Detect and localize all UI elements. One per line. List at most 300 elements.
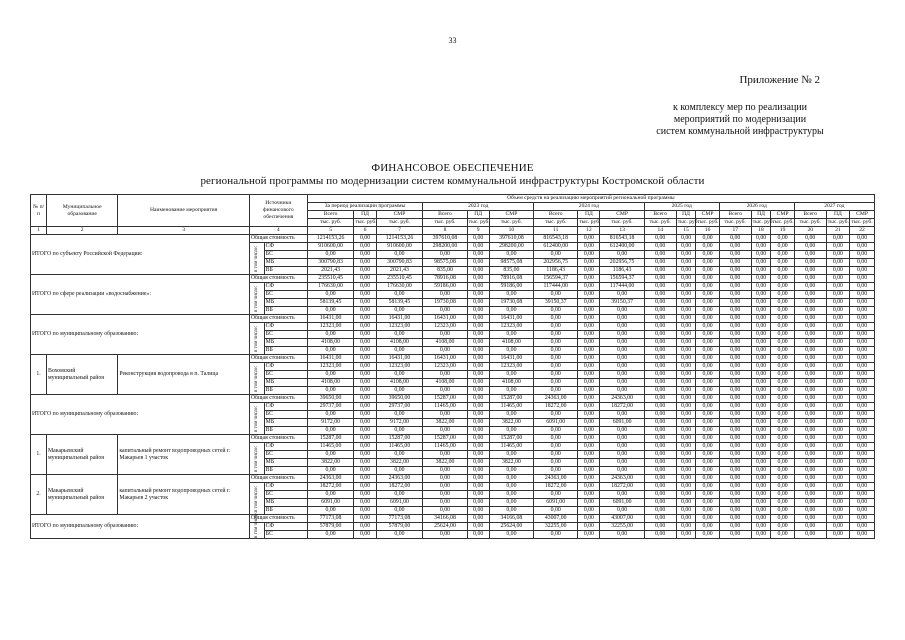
source-type: ВБ <box>264 307 307 315</box>
header-unit: тыс. руб. <box>376 219 423 227</box>
amount-cell: 0,00 <box>751 435 771 443</box>
amount-cell: 0,00 <box>354 323 376 331</box>
amount-cell: 0,00 <box>850 323 875 331</box>
amount-cell: 0,00 <box>467 235 489 243</box>
amount-cell: 0,00 <box>423 531 467 539</box>
amount-cell: 0,00 <box>578 339 600 347</box>
amount-cell: 0,00 <box>771 483 794 491</box>
amount-cell: 0,00 <box>307 531 354 539</box>
amount-cell: 0,00 <box>826 451 849 459</box>
amount-cell: 18272,00 <box>376 483 423 491</box>
amount-cell: 0,00 <box>489 371 533 379</box>
source-total: Общая стоимость <box>249 275 307 283</box>
amount-cell: 0,00 <box>771 267 794 275</box>
amount-cell: 0,00 <box>850 491 875 499</box>
amount-cell: 0,00 <box>467 475 489 483</box>
amount-cell: 0,00 <box>751 459 771 467</box>
amount-cell: 0,00 <box>676 531 696 539</box>
amount-cell: 0,00 <box>850 395 875 403</box>
source-total: Общая стоимость <box>249 435 307 443</box>
amount-cell: 39150,37 <box>600 299 644 307</box>
amount-cell: 0,00 <box>719 299 751 307</box>
amount-cell: 0,00 <box>676 235 696 243</box>
amount-cell: 0,00 <box>794 395 826 403</box>
header-col-number: 11 <box>534 227 578 235</box>
amount-cell: 0,00 <box>676 339 696 347</box>
amount-cell: 0,00 <box>850 499 875 507</box>
amount-cell: 0,00 <box>794 291 826 299</box>
amount-cell: 0,00 <box>751 491 771 499</box>
header-col-number: 13 <box>600 227 644 235</box>
amount-cell: 0,00 <box>307 307 354 315</box>
amount-cell: 0,00 <box>751 355 771 363</box>
amount-cell: 0,00 <box>850 475 875 483</box>
amount-cell: 43007,00 <box>534 515 578 523</box>
amount-cell: 24363,00 <box>534 475 578 483</box>
amount-cell: 58139,45 <box>307 299 354 307</box>
in-that-number-label: в том числе: <box>249 403 264 435</box>
header-col-number: 16 <box>696 227 719 235</box>
amount-cell: 0,00 <box>354 363 376 371</box>
amount-cell: 0,00 <box>771 315 794 323</box>
source-type: ВБ <box>264 467 307 475</box>
amount-cell: 4108,00 <box>307 379 354 387</box>
header-period: 2023 год <box>423 203 534 211</box>
amount-cell: 0,00 <box>719 355 751 363</box>
table-row <box>31 275 875 283</box>
amount-cell: 0,00 <box>826 499 849 507</box>
amount-cell: 0,00 <box>354 499 376 507</box>
amount-cell: 0,00 <box>719 491 751 499</box>
amount-cell: 11465,00 <box>376 443 423 451</box>
amount-cell: 15287,00 <box>307 435 354 443</box>
amount-cell: 0,00 <box>771 403 794 411</box>
amount-cell: 0,00 <box>423 307 467 315</box>
amount-cell: 0,00 <box>794 315 826 323</box>
source-type: МБ <box>264 299 307 307</box>
amount-cell: 0,00 <box>771 259 794 267</box>
amount-cell: 0,00 <box>696 427 719 435</box>
amount-cell: 0,00 <box>676 523 696 531</box>
amount-cell: 4108,00 <box>376 339 423 347</box>
amount-cell: 0,00 <box>534 443 578 451</box>
amount-cell: 0,00 <box>794 419 826 427</box>
amount-cell: 0,00 <box>354 331 376 339</box>
amount-cell: 0,00 <box>771 339 794 347</box>
amount-cell: 0,00 <box>719 259 751 267</box>
amount-cell: 0,00 <box>719 435 751 443</box>
amount-cell: 0,00 <box>771 379 794 387</box>
in-that-number-label: в том числе: <box>249 443 264 475</box>
source-type: ВБ <box>264 387 307 395</box>
header-col-number: 14 <box>644 227 676 235</box>
amount-cell: 0,00 <box>696 531 719 539</box>
header-sub: Всего <box>423 211 467 219</box>
amount-cell: 0,00 <box>751 427 771 435</box>
amount-cell: 0,00 <box>696 379 719 387</box>
amount-cell: 0,00 <box>467 339 489 347</box>
amount-cell: 0,00 <box>771 251 794 259</box>
amount-cell: 0,00 <box>644 283 676 291</box>
amount-cell: 0,00 <box>354 435 376 443</box>
amount-cell: 0,00 <box>578 427 600 435</box>
amount-cell: 0,00 <box>826 283 849 291</box>
amount-cell: 0,00 <box>354 283 376 291</box>
amount-cell: 0,00 <box>751 235 771 243</box>
amount-cell: 0,00 <box>467 307 489 315</box>
amount-cell: 0,00 <box>771 435 794 443</box>
amount-cell: 0,00 <box>534 307 578 315</box>
amount-cell: 0,00 <box>578 515 600 523</box>
amount-cell: 16431,00 <box>376 355 423 363</box>
amount-cell: 0,00 <box>578 355 600 363</box>
amount-cell: 0,00 <box>578 307 600 315</box>
amount-cell: 0,00 <box>771 235 794 243</box>
amount-cell: 0,00 <box>354 443 376 451</box>
amount-cell: 0,00 <box>423 291 467 299</box>
amount-cell: 0,00 <box>644 531 676 539</box>
amount-cell: 0,00 <box>794 427 826 435</box>
header-sub: ПД <box>826 211 849 219</box>
amount-cell: 0,00 <box>644 331 676 339</box>
amount-cell: 0,00 <box>771 507 794 515</box>
in-that-number-label: в том числе: <box>249 323 264 355</box>
amount-cell: 0,00 <box>696 499 719 507</box>
amount-cell: 0,00 <box>376 467 423 475</box>
amount-cell: 12323,00 <box>307 323 354 331</box>
amount-cell: 0,00 <box>600 339 644 347</box>
amount-cell: 0,00 <box>578 475 600 483</box>
amount-cell: 12323,00 <box>489 323 533 331</box>
amount-cell: 0,00 <box>600 387 644 395</box>
amount-cell: 0,00 <box>676 251 696 259</box>
amount-cell: 0,00 <box>376 507 423 515</box>
amount-cell: 57879,00 <box>376 523 423 531</box>
amount-cell: 12323,00 <box>489 363 533 371</box>
amount-cell: 0,00 <box>467 371 489 379</box>
amount-cell: 0,00 <box>578 451 600 459</box>
amount-cell: 0,00 <box>771 443 794 451</box>
amount-cell: 0,00 <box>489 475 533 483</box>
amount-cell: 0,00 <box>794 403 826 411</box>
amount-cell: 29737,00 <box>376 403 423 411</box>
amount-cell: 0,00 <box>794 339 826 347</box>
source-type: СФ <box>264 363 307 371</box>
amount-cell: 0,00 <box>578 379 600 387</box>
amount-cell: 0,00 <box>676 243 696 251</box>
amount-cell: 11465,00 <box>489 403 533 411</box>
amount-cell: 0,00 <box>423 411 467 419</box>
header-unit: тыс. руб. <box>579 219 601 225</box>
amount-cell: 0,00 <box>696 523 719 531</box>
header-col-number: 20 <box>794 227 826 235</box>
amount-cell: 0,00 <box>771 387 794 395</box>
amount-cell: 0,00 <box>696 307 719 315</box>
source-type: БС <box>264 451 307 459</box>
amount-cell: 0,00 <box>719 531 751 539</box>
amount-cell: 0,00 <box>578 459 600 467</box>
amount-cell: 24363,00 <box>600 475 644 483</box>
amount-cell: 0,00 <box>794 499 826 507</box>
amount-cell: 0,00 <box>578 435 600 443</box>
source-type: БС <box>264 331 307 339</box>
header-sub: ПД <box>354 211 376 219</box>
amount-cell: 298200,00 <box>489 243 533 251</box>
amount-cell: 0,00 <box>696 347 719 355</box>
amount-cell: 24363,00 <box>307 475 354 483</box>
amount-cell: 0,00 <box>826 371 849 379</box>
amount-cell: 0,00 <box>850 331 875 339</box>
amount-cell: 0,00 <box>467 395 489 403</box>
amount-cell: 0,00 <box>578 275 600 283</box>
amount-cell: 0,00 <box>423 475 467 483</box>
amount-cell: 0,00 <box>826 355 849 363</box>
amount-cell: 0,00 <box>751 291 771 299</box>
amount-cell: 0,00 <box>644 483 676 491</box>
amount-cell: 0,00 <box>826 339 849 347</box>
amount-cell: 0,00 <box>794 379 826 387</box>
amount-cell: 0,00 <box>771 299 794 307</box>
amount-cell: 0,00 <box>794 491 826 499</box>
amount-cell: 0,00 <box>489 347 533 355</box>
amount-cell: 16431,00 <box>307 355 354 363</box>
block-total-label: ИТОГО по сфере реализации «водоснабжение»: <box>31 275 250 315</box>
amount-cell: 612400,00 <box>534 243 578 251</box>
amount-cell: 6091,00 <box>600 499 644 507</box>
amount-cell: 0,00 <box>376 491 423 499</box>
amount-cell: 0,00 <box>644 419 676 427</box>
table-row <box>31 315 875 323</box>
amount-cell: 0,00 <box>644 315 676 323</box>
financing-table <box>30 194 875 539</box>
amount-cell: 202956,75 <box>534 259 578 267</box>
amount-cell: 0,00 <box>850 355 875 363</box>
amount-cell: 4108,00 <box>489 339 533 347</box>
amount-cell: 34166,08 <box>489 515 533 523</box>
source-type: ВБ <box>264 267 307 275</box>
amount-cell: 0,00 <box>826 275 849 283</box>
amount-cell: 15287,00 <box>489 395 533 403</box>
source-type: БС <box>264 491 307 499</box>
amount-cell: 0,00 <box>719 483 751 491</box>
amount-cell: 0,00 <box>534 355 578 363</box>
table-row <box>31 515 875 523</box>
amount-cell: 0,00 <box>850 443 875 451</box>
amount-cell: 0,00 <box>376 411 423 419</box>
amount-cell: 0,00 <box>676 347 696 355</box>
header-period: 2024 год <box>534 203 645 211</box>
amount-cell: 0,00 <box>467 443 489 451</box>
amount-cell: 0,00 <box>794 323 826 331</box>
amount-cell: 0,00 <box>489 331 533 339</box>
amount-cell: 0,00 <box>644 427 676 435</box>
in-that-number-label: в том числе: <box>249 483 264 515</box>
source-type: СФ <box>264 403 307 411</box>
amount-cell: 0,00 <box>826 299 849 307</box>
amount-cell: 0,00 <box>376 371 423 379</box>
amount-cell: 0,00 <box>578 283 600 291</box>
amount-cell: 0,00 <box>467 459 489 467</box>
amount-cell: 0,00 <box>534 467 578 475</box>
amount-cell: 235510,45 <box>307 275 354 283</box>
document-title <box>0 162 905 188</box>
document-title-sub: региональной программы по модернизации систем коммунальной инфраструктуры Костромской области <box>200 175 705 187</box>
amount-cell: 0,00 <box>534 451 578 459</box>
amount-cell: 15287,00 <box>489 435 533 443</box>
amount-cell: 0,00 <box>676 275 696 283</box>
source-type: СФ <box>264 323 307 331</box>
amount-cell: 0,00 <box>600 251 644 259</box>
source-total: Общая стоимость <box>249 235 307 243</box>
source-type: МБ <box>264 459 307 467</box>
amount-cell: 59186,00 <box>489 283 533 291</box>
amount-cell: 0,00 <box>676 499 696 507</box>
amount-cell: 0,00 <box>644 435 676 443</box>
amount-cell: 0,00 <box>826 331 849 339</box>
header-period: За период реализации программы <box>307 203 423 211</box>
amount-cell: 18272,00 <box>534 403 578 411</box>
amount-cell: 0,00 <box>850 523 875 531</box>
amount-cell: 78916,08 <box>489 275 533 283</box>
amount-cell: 0,00 <box>676 259 696 267</box>
amount-cell: 0,00 <box>578 235 600 243</box>
amount-cell: 0,00 <box>676 355 696 363</box>
header-col-number: 18 <box>751 227 771 235</box>
table-row <box>31 475 875 483</box>
amount-cell: 0,00 <box>771 307 794 315</box>
amount-cell: 77173,08 <box>376 515 423 523</box>
amount-cell: 6091,00 <box>534 499 578 507</box>
page-number: 33 <box>448 36 457 45</box>
amount-cell: 0,00 <box>489 411 533 419</box>
amount-cell: 0,00 <box>489 531 533 539</box>
amount-cell: 0,00 <box>467 419 489 427</box>
header-col-number: 5 <box>307 227 354 235</box>
amount-cell: 0,00 <box>826 291 849 299</box>
amount-cell: 0,00 <box>850 411 875 419</box>
header-unit: тыс. руб. <box>644 219 676 227</box>
amount-cell: 0,00 <box>826 395 849 403</box>
amount-cell: 0,00 <box>751 403 771 411</box>
amount-cell: 0,00 <box>794 259 826 267</box>
amount-cell: 6091,00 <box>376 499 423 507</box>
amount-cell: 24363,00 <box>600 395 644 403</box>
amount-cell: 0,00 <box>751 259 771 267</box>
amount-cell: 0,00 <box>354 259 376 267</box>
source-type: БС <box>264 251 307 259</box>
source-type: ВБ <box>264 347 307 355</box>
amount-cell: 0,00 <box>751 523 771 531</box>
in-that-number-label: в том числе: <box>249 523 264 539</box>
source-type: СФ <box>264 443 307 451</box>
amount-cell: 0,00 <box>423 251 467 259</box>
header-sub: Всего <box>794 211 826 219</box>
source-type: ВБ <box>264 507 307 515</box>
amount-cell: 0,00 <box>794 243 826 251</box>
amount-cell: 9172,00 <box>307 419 354 427</box>
source-total: Общая стоимость <box>249 355 307 363</box>
amount-cell: 0,00 <box>696 507 719 515</box>
amount-cell: 0,00 <box>307 411 354 419</box>
header-period: 2025 год <box>644 203 719 211</box>
amount-cell: 0,00 <box>467 507 489 515</box>
municipality-name: Вохомский муниципальный район <box>46 355 117 395</box>
amount-cell: 32255,00 <box>534 523 578 531</box>
source-type: БС <box>264 411 307 419</box>
amount-cell: 0,00 <box>600 435 644 443</box>
event-name: Реконструкция водопровода в п. Талица <box>118 355 250 395</box>
amount-cell: 0,00 <box>696 363 719 371</box>
amount-cell: 0,00 <box>600 411 644 419</box>
amount-cell: 0,00 <box>644 339 676 347</box>
amount-cell: 0,00 <box>771 419 794 427</box>
amount-cell: 0,00 <box>850 403 875 411</box>
header-sub: СМР <box>850 211 875 219</box>
amount-cell: 0,00 <box>676 515 696 523</box>
amount-cell: 3822,00 <box>376 459 423 467</box>
amount-cell: 0,00 <box>719 411 751 419</box>
amount-cell: 0,00 <box>794 275 826 283</box>
amount-cell: 0,00 <box>600 355 644 363</box>
table-row <box>31 355 875 363</box>
amount-cell: 0,00 <box>534 251 578 259</box>
amount-cell: 0,00 <box>751 531 771 539</box>
amount-cell: 0,00 <box>644 347 676 355</box>
block-total-label: ИТОГО по субъекту Российской Федерации: <box>31 235 250 275</box>
amount-cell: 18272,00 <box>307 483 354 491</box>
event-name: капитальный ремонт водопроводных сетей г. Макарьев 1 участок <box>118 435 250 475</box>
amount-cell: 3822,00 <box>489 459 533 467</box>
amount-cell: 0,00 <box>850 515 875 523</box>
amount-cell: 0,00 <box>719 275 751 283</box>
amount-cell: 0,00 <box>751 451 771 459</box>
amount-cell: 0,00 <box>826 531 849 539</box>
amount-cell: 0,00 <box>719 283 751 291</box>
amount-cell: 0,00 <box>771 275 794 283</box>
amount-cell: 3822,00 <box>307 459 354 467</box>
amount-cell: 0,00 <box>307 347 354 355</box>
amount-cell: 11465,00 <box>423 443 467 451</box>
header-col-number: 2 <box>46 227 117 235</box>
amount-cell: 0,00 <box>467 451 489 459</box>
amount-cell: 0,00 <box>534 347 578 355</box>
amount-cell: 0,00 <box>676 475 696 483</box>
amount-cell: 0,00 <box>751 315 771 323</box>
amount-cell: 0,00 <box>751 387 771 395</box>
amount-cell: 0,00 <box>751 307 771 315</box>
amount-cell: 0,00 <box>850 267 875 275</box>
amount-cell: 0,00 <box>771 451 794 459</box>
amount-cell: 0,00 <box>423 483 467 491</box>
amount-cell: 24363,00 <box>376 475 423 483</box>
amount-cell: 0,00 <box>719 387 751 395</box>
amount-cell: 0,00 <box>826 243 849 251</box>
amount-cell: 0,00 <box>696 467 719 475</box>
amount-cell: 0,00 <box>467 347 489 355</box>
amount-cell: 0,00 <box>751 395 771 403</box>
amount-cell: 1214153,26 <box>376 235 423 243</box>
amount-cell: 0,00 <box>600 467 644 475</box>
amount-cell: 0,00 <box>600 427 644 435</box>
amount-cell: 0,00 <box>826 419 849 427</box>
amount-cell: 176630,00 <box>307 283 354 291</box>
amount-cell: 0,00 <box>534 339 578 347</box>
amount-cell: 0,00 <box>467 491 489 499</box>
amount-cell: 0,00 <box>771 331 794 339</box>
amount-cell: 0,00 <box>850 251 875 259</box>
amount-cell: 0,00 <box>676 363 696 371</box>
amount-cell: 0,00 <box>794 267 826 275</box>
